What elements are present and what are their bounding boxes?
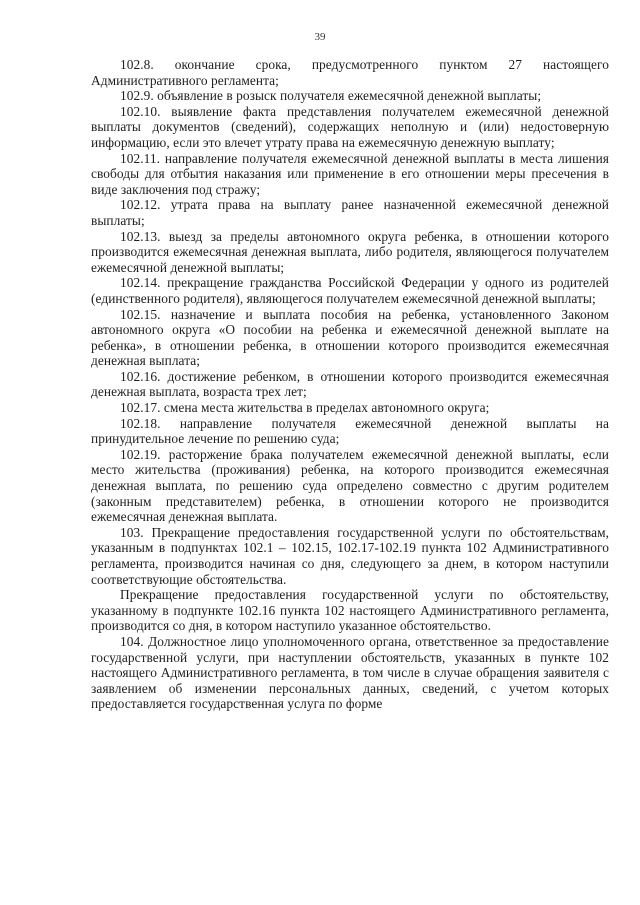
paragraph-102-12: 102.12. утрата права на выплату ранее назначенной ежемесячной денежной выплаты; bbox=[91, 197, 609, 228]
paragraph-102-17: 102.17. смена места жительства в пределах автономного округа; bbox=[120, 400, 490, 416]
paragraph-102-11: 102.11. направление получателя ежемесячной денежной выплаты в места лишения свободы для отбытия наказания или применение в его отношении меры пресечения в виде заключения под стражу; bbox=[91, 150, 609, 197]
paragraph-104: 104. Должностное лицо уполномоченного органа, ответственное за предоставление государственной услуги, при наступлении обстоятельств, указанных в пункте 102 настоящего Административного регламента, в том числе в случае обращения заявителя с заявлением об изменении персональных данных, сведений, с учетом которых предоставляется государственная услуга по форме bbox=[91, 633, 609, 712]
paragraph-102-18: 102.18. направление получателя ежемесячной денежной выплаты на принудительное лечение по решению суда; bbox=[91, 415, 609, 447]
paragraph-103: 103. Прекращение предоставления государственной услуги по обстоятельствам, указанным в подпунктах 102.1 – 102.15, 102.17-102.19 пункта 102 Административного регламента, производится начиная со дня, следующего за днем, в котором наступили соответствующие обстоятельства. bbox=[91, 524, 609, 587]
page-number: 39 bbox=[314, 31, 326, 43]
paragraph-102-19: 102.19. расторжение брака получателем ежемесячной денежной выплаты, если место жительства (проживания) ребенка, на которого производится ежемесячная денежная выплата, по решению суда определено совместно с другим родителем (законным представителем) ребенка, в отношении которого не производится ежемесячная денежная выплата. bbox=[91, 446, 609, 525]
paragraph-102-8: 102.8. окончание срока, предусмотренного пунктом 27 настоящего Административного регламента; bbox=[91, 57, 609, 88]
paragraph-102-9: 102.9. объявление в розыск получателя ежемесячной денежной выплаты; bbox=[120, 88, 542, 104]
paragraph-102-14: 102.14. прекращение гражданства Российской Федерации у одного из родителей (единственного родителя), являющегося получателем ежемесячной денежной выплаты; bbox=[91, 275, 609, 306]
document-body bbox=[91, 57, 609, 712]
paragraph-102-10: 102.10. выявление факта представления получателем ежемесячной денежной выплаты документов (сведений), содержащих неполную и (или) недостоверную информацию, если это влечет утрату права на ежемесячную денежную выплату; bbox=[91, 103, 609, 150]
paragraph-103-continued: Прекращение предоставления государственной услуги по обстоятельству, указанному в подпункте 102.16 пункта 102 настоящего Административного регламента, производится со дня, в котором наступило указанное обстоятельство. bbox=[91, 587, 609, 634]
paragraph-102-13: 102.13. выезд за пределы автономного округа ребенка, в отношении которого производится ежемесячная денежная выплата, либо родителя, являющегося получателем ежемесячной денежной выплаты; bbox=[91, 228, 609, 275]
paragraph-102-15: 102.15. назначение и выплата пособия на ребенка, установленного Законом автономного округа «О пособии на ребенка и ежемесячной денежной выплате на ребенка», в отношении ребенка, в отношении которого производится ежемесячная денежная выплата; bbox=[91, 306, 609, 369]
paragraph-102-16: 102.16. достижение ребенком, в отношении которого производится ежемесячная денежная выплата, возраста трех лет; bbox=[91, 368, 609, 400]
